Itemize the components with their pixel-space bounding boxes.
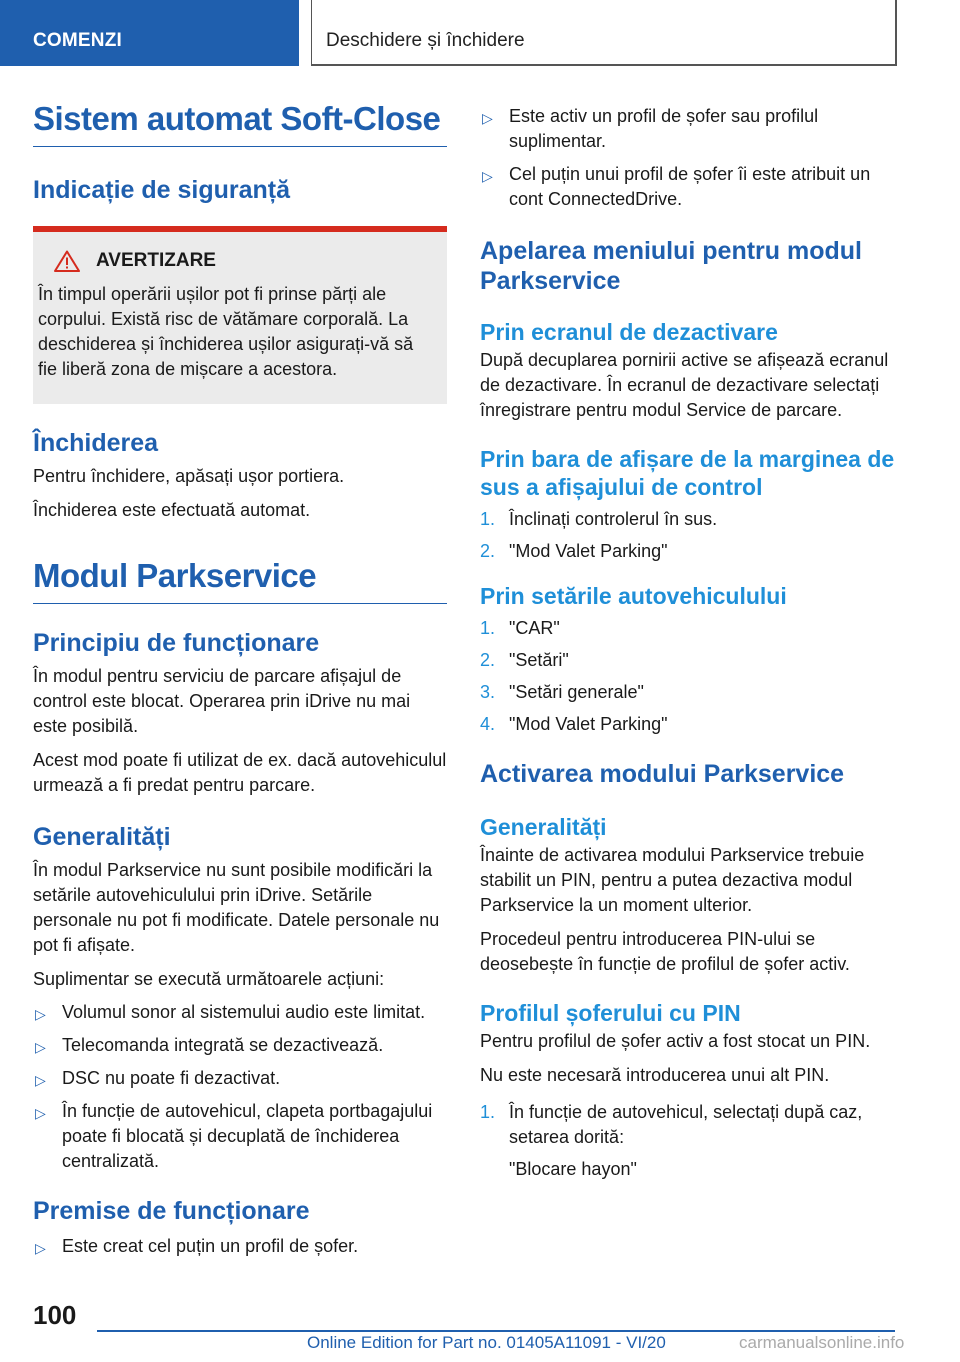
left-column <box>33 96 447 1267</box>
list-item: 3. "Setări generale" <box>480 682 644 702</box>
list-item: ▷ Este activ un profil de șofer sau profilul suplimentar. <box>482 106 819 151</box>
list-item: 2. "Setări" <box>480 650 569 670</box>
triangle-bullet-icon: ▷ <box>35 1006 46 1022</box>
pin-paragraph-1: Pentru profilul de șofer activ a fost stocat un PIN. <box>480 1031 871 1051</box>
heading-closing: Închiderea <box>33 429 159 457</box>
principle-paragraph-2: Acest mod poate fi utilizat de ex. dacă autovehiculul urmează a fi predat pentru parcare. <box>33 750 447 795</box>
heading-settings: Prin setările autovehiculului <box>480 583 787 609</box>
triangle-bullet-icon: ▷ <box>482 168 493 184</box>
heading-pin: Profilul șoferului cu PIN <box>480 1000 741 1026</box>
title-parkservice: Modul Parkservice <box>33 553 447 604</box>
premises-list-left <box>33 1234 447 1259</box>
heading-safety: Indicație de siguranță <box>33 176 291 204</box>
closing-paragraph-2: Închiderea este efectuată automat. <box>33 500 311 520</box>
triangle-bullet-icon: ▷ <box>35 1105 46 1121</box>
footer-watermark: carmanualsonline.info <box>735 1333 904 1353</box>
heading-screen: Prin ecranul de dezactivare <box>480 319 778 345</box>
right-column <box>480 104 895 1182</box>
chapter-tab <box>311 0 897 66</box>
footer-rule <box>97 1330 895 1332</box>
triangle-bullet-icon: ▷ <box>35 1039 46 1055</box>
heading-menu: Apelarea meniului pentru modul Parkservice <box>480 237 862 295</box>
heading-premises: Premise de funcționare <box>33 1197 310 1225</box>
list-item: ▷ Volumul sonor al sistemului audio este limitat. <box>33 1000 447 1025</box>
actions-list <box>33 1000 447 1174</box>
pin-sub-option: "Blocare hayon" <box>509 1159 637 1179</box>
list-item: 1. "CAR" <box>480 618 560 638</box>
list-item: 2. "Mod Valet Parking" <box>480 541 668 561</box>
heading-activate: Activarea modului Parkservice <box>480 760 845 788</box>
list-item: ▷ DSC nu poate fi dezactivat. <box>33 1066 447 1091</box>
list-item: ▷ Telecomanda integrată se dezactivează. <box>33 1033 447 1058</box>
settings-steps <box>480 616 895 737</box>
list-item: 1. Înclinați controlerul în sus. <box>480 509 718 529</box>
warning-text: În timpul operării ușilor pot fi prinse părți ale corpului. Există risc de vătămare corporală. La deschiderea și închiderea ușilor asigurați-vă să fie liberă zona de mișcare a acestora. <box>38 284 414 379</box>
warning-title <box>54 250 447 272</box>
heading-principle: Principiu de funcționare <box>33 629 320 657</box>
premises-list-right <box>480 104 895 212</box>
list-item: 4. "Mod Valet Parking" <box>480 714 668 734</box>
section-tab <box>0 0 299 66</box>
footer-edition: Online Edition for Part no. 01405A11091 - VI/20 <box>307 1333 666 1352</box>
triangle-bullet-icon: ▷ <box>35 1240 46 1256</box>
warning-box <box>33 226 447 404</box>
triangle-bullet-icon: ▷ <box>482 110 493 126</box>
header-divider <box>311 0 312 66</box>
generalities-paragraph-2: Procedeul pentru introducerea PIN-ului se deosebește în funcție de profilul de șofer activ. <box>480 929 850 974</box>
warning-triangle-icon <box>54 250 80 272</box>
list-item: ▷ În funcție de autovehicul, clapeta portbagajului poate fi blocată și decuplată de închiderea centralizată. <box>35 1101 433 1171</box>
bar-steps <box>480 507 895 564</box>
section-label: COMENZI <box>33 30 123 51</box>
general-paragraph-1: În modul Parkservice nu sunt posibile modificări la setările autovehiculului prin iDrive. Setările personale nu pot fi modificate. Datele personale nu pot fi afișate. <box>33 860 440 955</box>
list-item: ▷ Cel puțin unui profil de șofer îi este atribuit un cont ConnectedDrive. <box>482 164 871 209</box>
screen-paragraph: După decuplarea pornirii active se afișează ecranul de dezactivare. În ecranul de dezactivare selectați înregistrare pentru modul Service de parcare. <box>480 350 889 420</box>
page-header <box>0 0 960 66</box>
list-item: 1. În funcție de autovehicul, selectați după caz, setarea dorită: <box>480 1102 863 1147</box>
general-paragraph-2: Suplimentar se execută următoarele acțiuni: <box>33 969 385 989</box>
heading-generalities: Generalități <box>480 814 607 840</box>
warning-label: AVERTIZARE <box>96 250 216 271</box>
page-number: 100 <box>33 1300 77 1330</box>
heading-general: Generalități <box>33 823 171 851</box>
pin-paragraph-2: Nu este necesară introducerea unui alt PIN. <box>480 1065 830 1085</box>
pin-steps <box>480 1100 895 1150</box>
principle-paragraph-1: În modul pentru serviciu de parcare afișajul de control este blocat. Operarea prin iDrive nu mai este posibilă. <box>33 666 411 736</box>
closing-paragraph-1: Pentru închidere, apăsați ușor portiera. <box>33 466 345 486</box>
title-soft-close: Sistem automat Soft-Close <box>33 96 447 147</box>
triangle-bullet-icon: ▷ <box>35 1072 46 1088</box>
chapter-label: Deschidere și închidere <box>326 30 525 51</box>
heading-bar: Prin bara de afișare de la marginea de sus a afișajului de control <box>480 446 895 500</box>
generalities-paragraph-1: Înainte de activarea modului Parkservice trebuie stabilit un PIN, pentru a putea dezactiva modul Parkservice la un moment ulterior. <box>480 845 865 915</box>
list-item: ▷ Este creat cel puțin un profil de șofer. <box>33 1234 447 1259</box>
